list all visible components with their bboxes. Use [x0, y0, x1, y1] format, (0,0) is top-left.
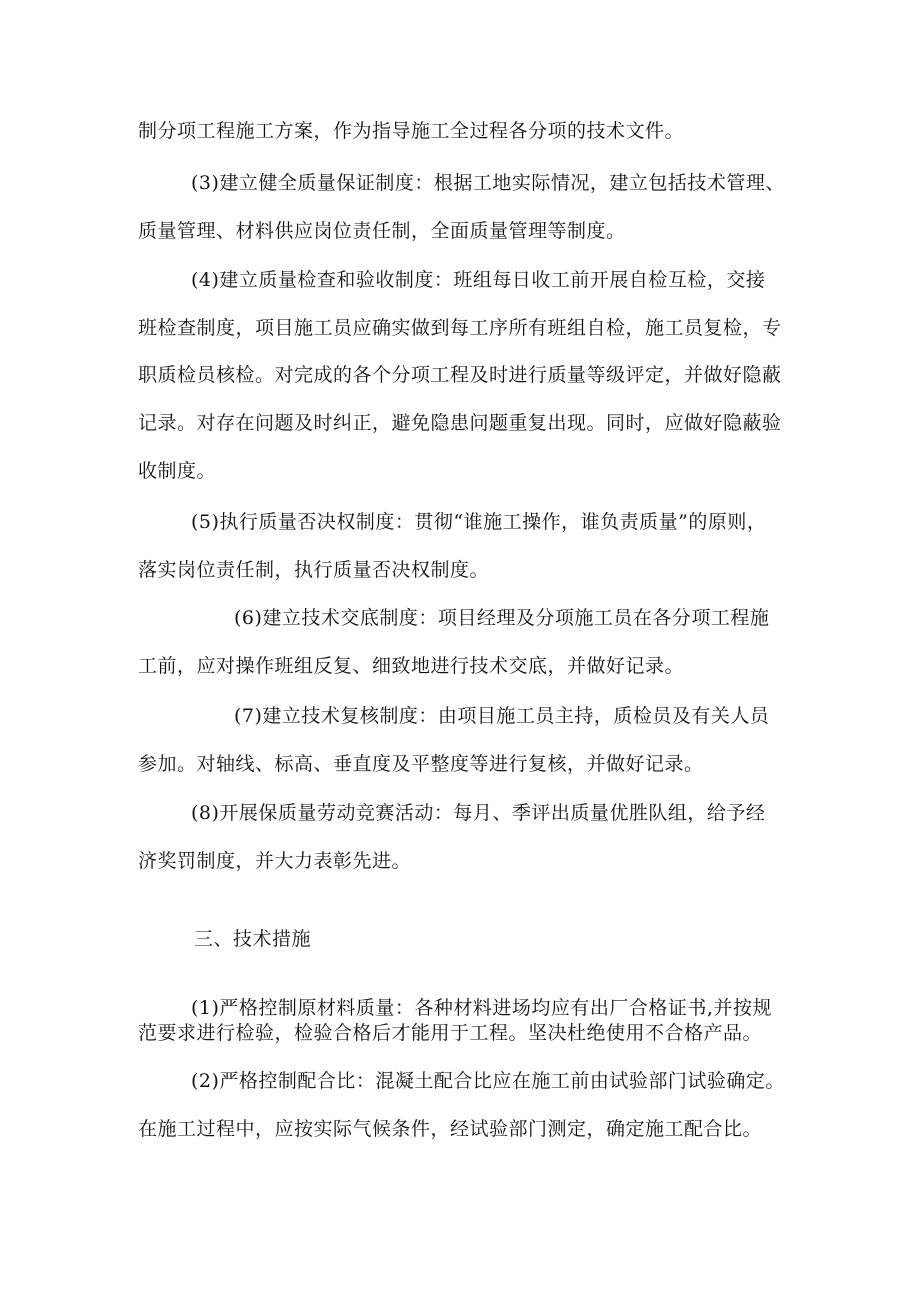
measure-2-line-1: (2)严格控制配合比：混凝土配合比应在施工前由试验部门试验确定。 [191, 1070, 785, 1092]
paragraph-8-line-1: (8)开展保质量劳动竞赛活动：每月、季评出质量优胜队组，给予经 [191, 802, 766, 824]
paragraph-6-line-1: (6)建立技术交底制度：项目经理及分项施工员在各分项工程施 [234, 607, 770, 629]
paragraph-3-line-2: 质量管理、材料供应岗位责任制，全面质量管理等制度。 [138, 220, 626, 242]
paragraph-4-line-1: (4)建立质量检查和验收制度：班组每日收工前开展自检互检，交接 [191, 269, 766, 291]
paragraph-4-line-2: 班检查制度，项目施工员应确实做到每工序所有班组自检，施工员复检，专 [138, 317, 782, 339]
measure-2-line-2: 在施工过程中，应按实际气候条件，经试验部门测定，确定施工配合比。 [138, 1118, 763, 1140]
paragraph-7-line-1: (7)建立技术复核制度：由项目施工员主持，质检员及有关人员 [234, 705, 770, 727]
section-heading: 三、技术措施 [194, 928, 312, 950]
paragraph-3-line-1: (3)建立健全质量保证制度：根据工地实际情况，建立包括技术管理、 [191, 172, 785, 194]
paragraph-5-line-2: 落实岗位责任制，执行质量否决权制度。 [138, 559, 490, 581]
paragraph-continuation-line-1: 制分项工程施工方案，作为指导施工全过程各分项的技术文件。 [138, 120, 685, 142]
paragraph-4-line-4: 记录。对存在问题及时纠正，避免隐患问题重复出现。同时，应做好隐蔽验 [138, 412, 782, 434]
paragraph-8-line-2: 济奖罚制度，并大力表彰先进。 [138, 850, 412, 872]
measure-1-line-1: (1)严格控制原材料质量：各种材料进场均应有出厂合格证书,并按规 [191, 997, 772, 1019]
paragraph-4-line-5: 收制度。 [138, 460, 217, 482]
paragraph-5-line-1: (5)执行质量否决权制度：贯彻“谁施工操作，谁负责质量”的原则， [191, 511, 767, 533]
paragraph-4-line-3: 职质检员核检。对完成的各个分项工程及时进行质量等级评定，并做好隐蔽 [138, 364, 782, 386]
measure-1-line-2: 范要求进行检验，检验合格后才能用于工程。坚决杜绝使用不合格产品。 [138, 1022, 763, 1044]
paragraph-6-line-2: 工前，应对操作班组反复、细致地进行技术交底，并做好记录。 [138, 655, 685, 677]
paragraph-7-line-2: 参加。对轴线、标高、垂直度及平整度等进行复核，并做好记录。 [138, 753, 704, 775]
